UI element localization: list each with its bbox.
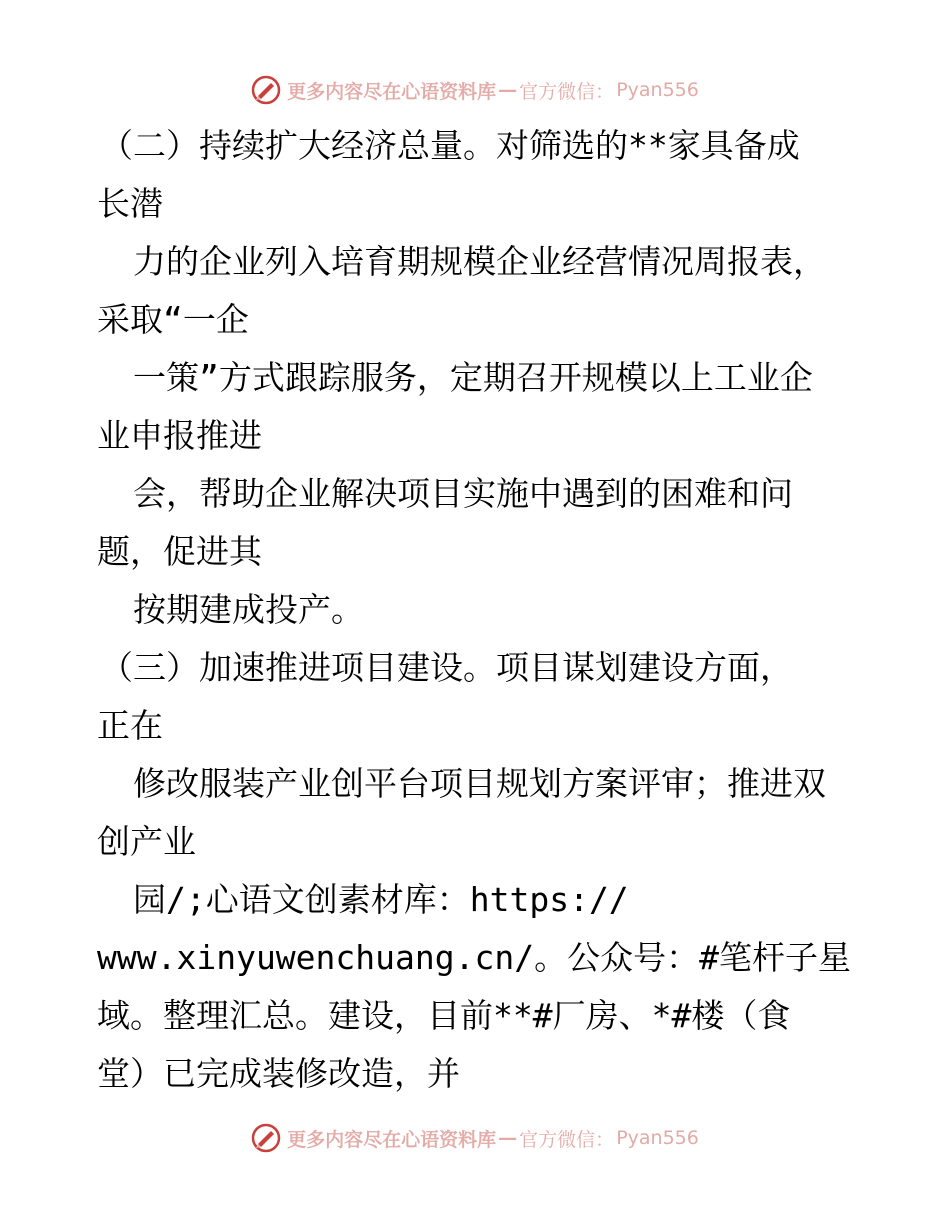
watermark-banner-bottom — [0, 1118, 950, 1158]
body-line: 创产业 — [97, 822, 196, 861]
watermark-brand-text: 更多内容尽在心语资料库 — [287, 80, 497, 103]
body-line: 修改服装产业创平台项目规划方案评审；推进双 — [133, 764, 826, 803]
pen-logo-icon — [251, 75, 281, 105]
body-line: （二）持续扩大经济总量。对筛选的**家具备成 — [100, 126, 800, 165]
pen-logo-icon — [251, 1123, 281, 1153]
body-line: www.xinyuwenchuang.cn/。公众号：#笔杆子星 — [97, 938, 851, 977]
watermark-brand-text: 更多内容尽在心语资料库 — [287, 1128, 497, 1151]
body-line: 长潜 — [97, 184, 163, 223]
body-line: 题，促进其 — [97, 532, 262, 571]
body-line: 力的企业列入培育期规模企业经营情况周报表， — [133, 242, 826, 281]
watermark-wechat-label: 官方微信： — [519, 80, 615, 103]
watermark-wechat-id: Pyan556 — [616, 1127, 699, 1149]
body-line: 按期建成投产。 — [133, 590, 364, 629]
watermark-wechat-label: 官方微信： — [519, 1128, 615, 1151]
watermark-dash: — — [498, 1127, 518, 1149]
body-line: 域。整理汇总。建设，目前**#厂房、*#楼（食 — [97, 996, 791, 1035]
body-line: 业申报推进 — [97, 416, 262, 455]
body-line: （三）加速推进项目建设。项目谋划建设方面， — [100, 648, 793, 687]
body-line: 一策”方式跟踪服务，定期召开规模以上工业企 — [133, 358, 813, 397]
watermark-dash: — — [498, 79, 518, 101]
watermark-wechat-id: Pyan556 — [616, 79, 699, 101]
watermark-banner-top — [0, 70, 950, 110]
body-line: 正在 — [97, 706, 163, 745]
body-line: 采取“一企 — [97, 300, 249, 339]
body-line: 会，帮助企业解决项目实施中遇到的困难和问 — [133, 474, 793, 513]
body-line: 园/;心语文创素材库：https:// — [133, 880, 629, 919]
body-line: 堂）已完成装修改造，并 — [97, 1054, 460, 1093]
